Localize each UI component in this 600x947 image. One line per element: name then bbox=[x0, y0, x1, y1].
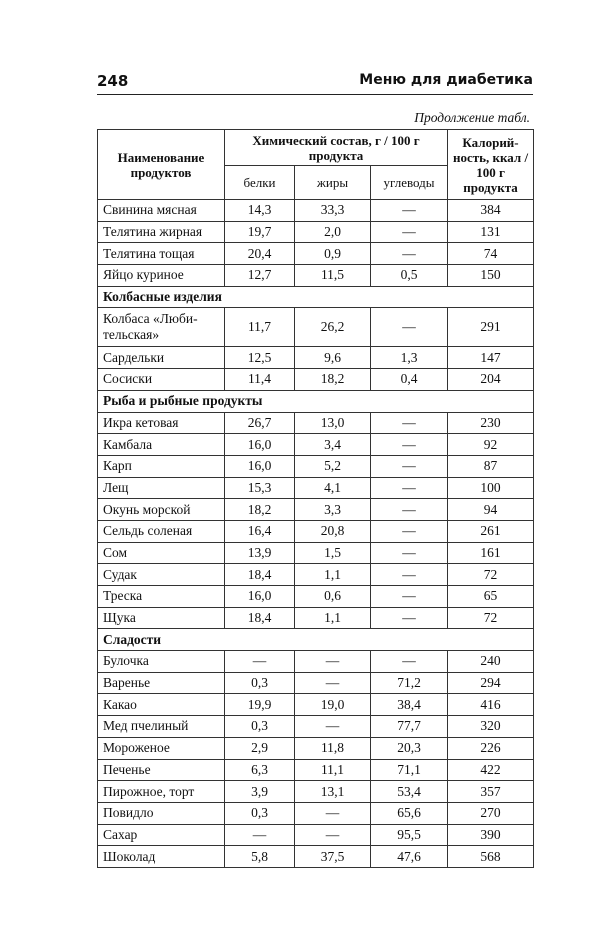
protein-cell: 0,3 bbox=[225, 672, 295, 694]
table-row bbox=[98, 477, 534, 499]
protein-cell: 11,4 bbox=[225, 369, 295, 391]
calories-cell: 261 bbox=[448, 520, 534, 542]
table-row bbox=[98, 412, 534, 434]
calories-cell: 294 bbox=[448, 672, 534, 694]
calories-cell: 65 bbox=[448, 586, 534, 608]
fat-cell: 13,0 bbox=[295, 412, 371, 434]
carbs-cell: 95,5 bbox=[371, 824, 448, 846]
calories-cell: 87 bbox=[448, 455, 534, 477]
page-number: 248 bbox=[97, 72, 129, 90]
table-row bbox=[98, 586, 534, 608]
protein-cell: 18,2 bbox=[225, 499, 295, 521]
fat-cell: — bbox=[295, 716, 371, 738]
section-row bbox=[98, 629, 534, 651]
protein-cell: 0,3 bbox=[225, 802, 295, 824]
calories-cell: 230 bbox=[448, 412, 534, 434]
product-name-cell: Колбаса «Люби-тельская» bbox=[98, 308, 225, 347]
product-name-cell: Судак bbox=[98, 564, 225, 586]
carbs-cell: — bbox=[371, 308, 448, 347]
product-name-cell: Лещ bbox=[98, 477, 225, 499]
table-row bbox=[98, 716, 534, 738]
protein-cell: 12,7 bbox=[225, 265, 295, 287]
fat-cell: 0,6 bbox=[295, 586, 371, 608]
protein-cell: 0,3 bbox=[225, 716, 295, 738]
table-row bbox=[98, 221, 534, 243]
product-name-cell: Сардельки bbox=[98, 347, 225, 369]
calories-cell: 357 bbox=[448, 781, 534, 803]
carbs-cell: 47,6 bbox=[371, 846, 448, 868]
product-name-cell: Треска bbox=[98, 586, 225, 608]
product-name-cell: Карп bbox=[98, 455, 225, 477]
table-row bbox=[98, 672, 534, 694]
carbs-cell: 65,6 bbox=[371, 802, 448, 824]
product-name-cell: Щука bbox=[98, 607, 225, 629]
calories-cell: 568 bbox=[448, 846, 534, 868]
carbs-cell: — bbox=[371, 477, 448, 499]
section-title: Сладости bbox=[98, 629, 534, 651]
product-name-cell: Камбала bbox=[98, 434, 225, 456]
fat-cell: 11,8 bbox=[295, 737, 371, 759]
carbs-cell: — bbox=[371, 651, 448, 673]
section-row bbox=[98, 286, 534, 308]
product-name-cell: Сосиски bbox=[98, 369, 225, 391]
fat-cell: 20,8 bbox=[295, 520, 371, 542]
calories-cell: 74 bbox=[448, 243, 534, 265]
fat-cell: — bbox=[295, 672, 371, 694]
fat-cell: 33,3 bbox=[295, 200, 371, 222]
product-name-cell: Сом bbox=[98, 542, 225, 564]
table-row bbox=[98, 607, 534, 629]
table-row bbox=[98, 802, 534, 824]
header-calories: Калорий-ность, ккал / 100 г продукта bbox=[448, 130, 534, 200]
protein-cell: 20,4 bbox=[225, 243, 295, 265]
calories-cell: 92 bbox=[448, 434, 534, 456]
carbs-cell: — bbox=[371, 221, 448, 243]
table-row bbox=[98, 434, 534, 456]
fat-cell: 11,1 bbox=[295, 759, 371, 781]
protein-cell: 16,4 bbox=[225, 520, 295, 542]
product-name-cell: Сахар bbox=[98, 824, 225, 846]
table-row bbox=[98, 520, 534, 542]
product-name-cell: Булочка bbox=[98, 651, 225, 673]
product-name-cell: Какао bbox=[98, 694, 225, 716]
calories-cell: 390 bbox=[448, 824, 534, 846]
protein-cell: 2,9 bbox=[225, 737, 295, 759]
calories-cell: 204 bbox=[448, 369, 534, 391]
header-fat: жиры bbox=[295, 166, 371, 200]
carbs-cell: 71,1 bbox=[371, 759, 448, 781]
carbs-cell: — bbox=[371, 499, 448, 521]
table-row bbox=[98, 200, 534, 222]
protein-cell: 19,9 bbox=[225, 694, 295, 716]
fat-cell: — bbox=[295, 824, 371, 846]
carbs-cell: — bbox=[371, 455, 448, 477]
protein-cell: 13,9 bbox=[225, 542, 295, 564]
protein-cell: 16,0 bbox=[225, 455, 295, 477]
table-row bbox=[98, 737, 534, 759]
calories-cell: 240 bbox=[448, 651, 534, 673]
table-row bbox=[98, 694, 534, 716]
fat-cell: — bbox=[295, 802, 371, 824]
carbs-cell: — bbox=[371, 412, 448, 434]
carbs-cell: — bbox=[371, 542, 448, 564]
table-body bbox=[98, 200, 534, 868]
protein-cell: 11,7 bbox=[225, 308, 295, 347]
product-name-cell: Шоколад bbox=[98, 846, 225, 868]
protein-cell: 18,4 bbox=[225, 607, 295, 629]
carbs-cell: 53,4 bbox=[371, 781, 448, 803]
table-row bbox=[98, 542, 534, 564]
product-name-cell: Мороженое bbox=[98, 737, 225, 759]
product-name-cell: Телятина тощая bbox=[98, 243, 225, 265]
fat-cell: 37,5 bbox=[295, 846, 371, 868]
fat-cell: 9,6 bbox=[295, 347, 371, 369]
carbs-cell: 38,4 bbox=[371, 694, 448, 716]
protein-cell: — bbox=[225, 651, 295, 673]
calories-cell: 291 bbox=[448, 308, 534, 347]
table-row bbox=[98, 651, 534, 673]
product-name-cell: Варенье bbox=[98, 672, 225, 694]
product-name-cell: Мед пчелиный bbox=[98, 716, 225, 738]
carbs-cell: 20,3 bbox=[371, 737, 448, 759]
protein-cell: 26,7 bbox=[225, 412, 295, 434]
table-row bbox=[98, 564, 534, 586]
fat-cell: 2,0 bbox=[295, 221, 371, 243]
table-row bbox=[98, 347, 534, 369]
table-row bbox=[98, 759, 534, 781]
fat-cell: 18,2 bbox=[295, 369, 371, 391]
calories-cell: 384 bbox=[448, 200, 534, 222]
running-title: Меню для диабетика bbox=[359, 72, 533, 88]
carbs-cell: — bbox=[371, 200, 448, 222]
protein-cell: — bbox=[225, 824, 295, 846]
table-row bbox=[98, 781, 534, 803]
fat-cell: 5,2 bbox=[295, 455, 371, 477]
carbs-cell: 1,3 bbox=[371, 347, 448, 369]
product-name-cell: Печенье bbox=[98, 759, 225, 781]
table-row bbox=[98, 455, 534, 477]
calories-cell: 100 bbox=[448, 477, 534, 499]
table-row bbox=[98, 824, 534, 846]
header-chemical-composition: Химический состав, г / 100 г продукта bbox=[225, 130, 448, 166]
calories-cell: 416 bbox=[448, 694, 534, 716]
calories-cell: 226 bbox=[448, 737, 534, 759]
protein-cell: 19,7 bbox=[225, 221, 295, 243]
section-row bbox=[98, 390, 534, 412]
product-name-cell: Пирожное, торт bbox=[98, 781, 225, 803]
table-row bbox=[98, 499, 534, 521]
carbs-cell: 0,4 bbox=[371, 369, 448, 391]
product-name-cell: Телятина жирная bbox=[98, 221, 225, 243]
calories-cell: 150 bbox=[448, 265, 534, 287]
fat-cell: 1,5 bbox=[295, 542, 371, 564]
fat-cell: 4,1 bbox=[295, 477, 371, 499]
fat-cell: 26,2 bbox=[295, 308, 371, 347]
table-row bbox=[98, 265, 534, 287]
calories-cell: 94 bbox=[448, 499, 534, 521]
protein-cell: 5,8 bbox=[225, 846, 295, 868]
product-name-cell: Свинина мясная bbox=[98, 200, 225, 222]
carbs-cell: 77,7 bbox=[371, 716, 448, 738]
header-product-name: Наименование продуктов bbox=[98, 130, 225, 200]
section-title: Рыба и рыбные продукты bbox=[98, 390, 534, 412]
table-row bbox=[98, 243, 534, 265]
table-row bbox=[98, 369, 534, 391]
page-header bbox=[97, 70, 533, 95]
calories-cell: 147 bbox=[448, 347, 534, 369]
calories-cell: 422 bbox=[448, 759, 534, 781]
section-title: Колбасные изделия bbox=[98, 286, 534, 308]
protein-cell: 3,9 bbox=[225, 781, 295, 803]
fat-cell: — bbox=[295, 651, 371, 673]
protein-cell: 14,3 bbox=[225, 200, 295, 222]
header-carbs: углеводы bbox=[371, 166, 448, 200]
fat-cell: 19,0 bbox=[295, 694, 371, 716]
calories-cell: 320 bbox=[448, 716, 534, 738]
protein-cell: 6,3 bbox=[225, 759, 295, 781]
protein-cell: 15,3 bbox=[225, 477, 295, 499]
protein-cell: 16,0 bbox=[225, 586, 295, 608]
table-row bbox=[98, 846, 534, 868]
fat-cell: 3,3 bbox=[295, 499, 371, 521]
product-name-cell: Яйцо куриное bbox=[98, 265, 225, 287]
protein-cell: 12,5 bbox=[225, 347, 295, 369]
nutrition-table bbox=[97, 129, 534, 868]
carbs-cell: — bbox=[371, 243, 448, 265]
fat-cell: 0,9 bbox=[295, 243, 371, 265]
carbs-cell: — bbox=[371, 607, 448, 629]
fat-cell: 1,1 bbox=[295, 564, 371, 586]
carbs-cell: 0,5 bbox=[371, 265, 448, 287]
calories-cell: 161 bbox=[448, 542, 534, 564]
product-name-cell: Икра кетовая bbox=[98, 412, 225, 434]
product-name-cell: Окунь морской bbox=[98, 499, 225, 521]
carbs-cell: — bbox=[371, 434, 448, 456]
carbs-cell: 71,2 bbox=[371, 672, 448, 694]
product-name-cell: Сельдь соленая bbox=[98, 520, 225, 542]
calories-cell: 270 bbox=[448, 802, 534, 824]
table-row bbox=[98, 308, 534, 347]
calories-cell: 72 bbox=[448, 564, 534, 586]
carbs-cell: — bbox=[371, 520, 448, 542]
table-header bbox=[98, 130, 534, 200]
carbs-cell: — bbox=[371, 564, 448, 586]
table-continued-label: Продолжение табл. bbox=[414, 110, 530, 125]
fat-cell: 11,5 bbox=[295, 265, 371, 287]
fat-cell: 13,1 bbox=[295, 781, 371, 803]
calories-cell: 131 bbox=[448, 221, 534, 243]
fat-cell: 3,4 bbox=[295, 434, 371, 456]
protein-cell: 18,4 bbox=[225, 564, 295, 586]
calories-cell: 72 bbox=[448, 607, 534, 629]
fat-cell: 1,1 bbox=[295, 607, 371, 629]
carbs-cell: — bbox=[371, 586, 448, 608]
protein-cell: 16,0 bbox=[225, 434, 295, 456]
header-protein: белки bbox=[225, 166, 295, 200]
product-name-cell: Повидло bbox=[98, 802, 225, 824]
